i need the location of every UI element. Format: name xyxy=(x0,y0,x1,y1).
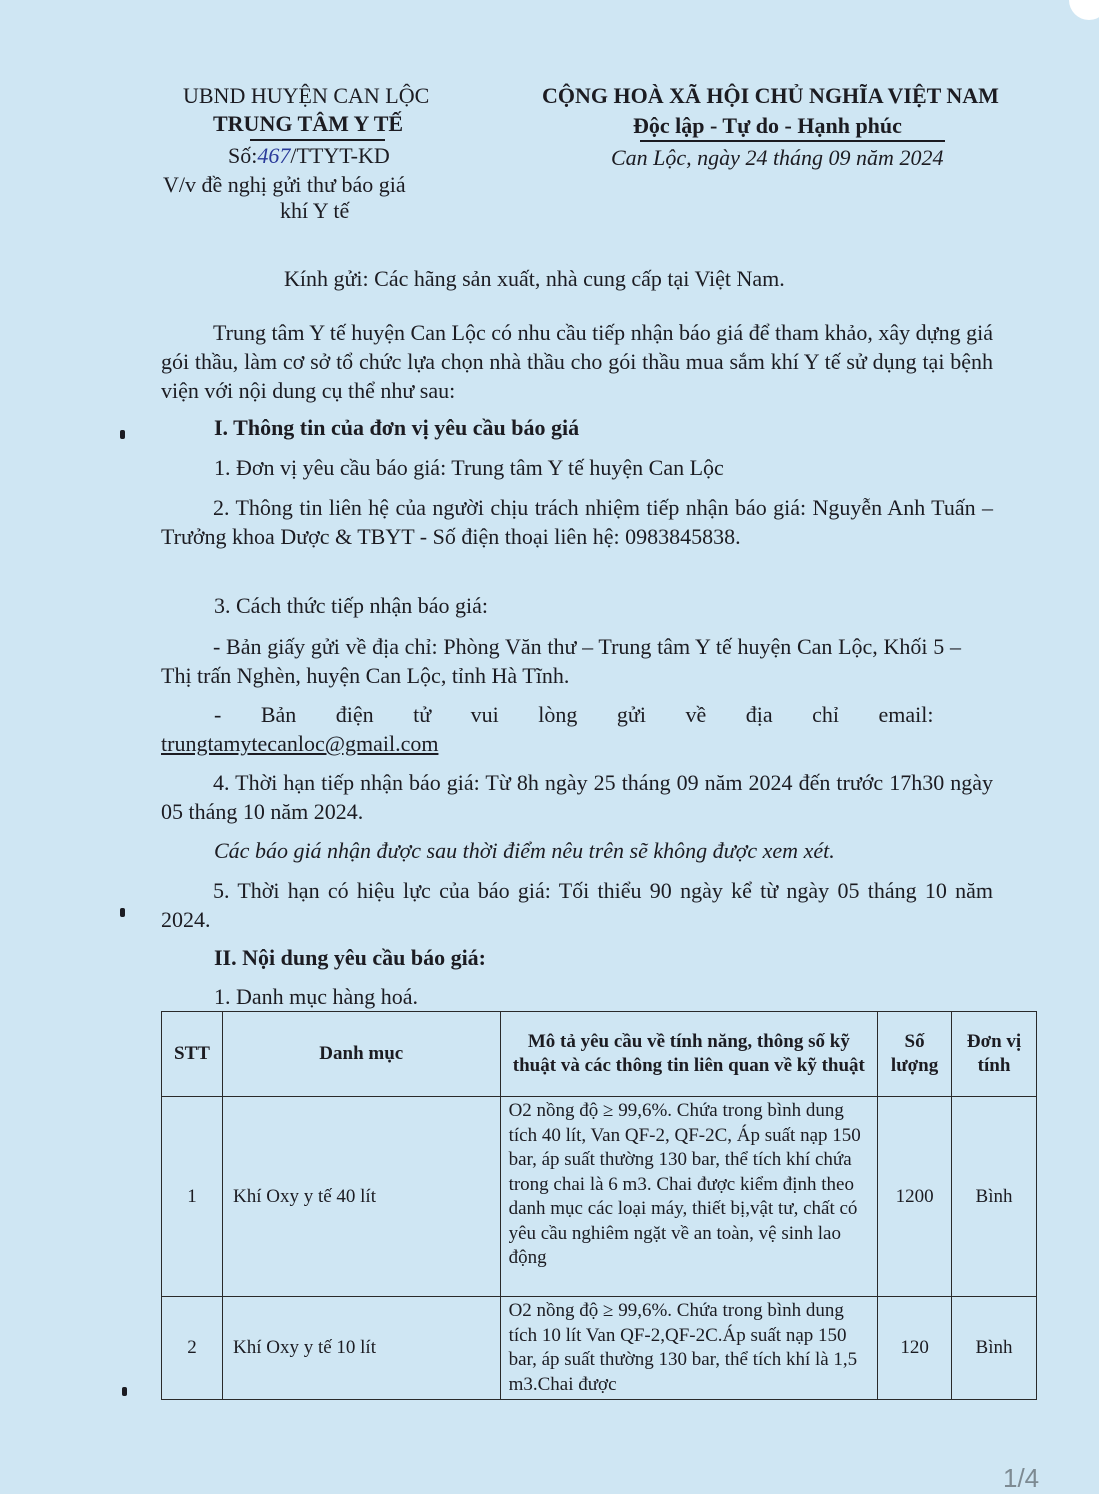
table-header-row xyxy=(162,1012,1037,1097)
header-stt: STT xyxy=(162,1012,223,1097)
header-qty: Số lượng xyxy=(878,1012,952,1097)
section-1-item-3-paper: - Bản giấy gửi về địa chỉ: Phòng Văn thư – Trung tâm Y tế huyện Can Lộc, Khối 5 – Thị trấn Nghèn, huyện Can Lộc, tỉnh Hà Tĩnh. xyxy=(161,634,961,688)
national-motto: Độc lập - Tự do - Hạnh phúc xyxy=(633,113,902,138)
subject-line-1: V/v đề nghị gửi thư báo giá xyxy=(163,172,406,197)
document-number xyxy=(228,143,390,169)
section-1-item-4-note: Các báo giá nhận được sau thời điểm nêu trên sẽ không được xem xét. xyxy=(214,838,835,863)
header-name: Danh mục xyxy=(222,1012,500,1097)
doc-number-prefix: Số: xyxy=(228,143,258,168)
section-1-item-1: 1. Đơn vị yêu cầu báo giá: Trung tâm Y tế huyện Can Lộc xyxy=(214,455,724,480)
margin-mark xyxy=(122,1387,127,1396)
section-1-item-4: 4. Thời hạn tiếp nhận báo giá: Từ 8h ngày 25 tháng 09 năm 2024 đến trước 17h30 ngày 05 tháng 10 năm 2024. xyxy=(161,770,993,824)
page-indicator: 1/4 xyxy=(1003,1463,1040,1493)
row-desc: O2 nồng độ ≥ 99,6%. Chứa trong bình dung tích 40 lít, Van QF-2, QF-2C, Áp suất nạp 150 bar, áp suất thường 130 bar, thể tích khí chứa trong chai là 6 m3. Chai được kiểm định theo danh mục các loại máy, thiết bị,vật tư, chất có yêu cầu nghiêm ngặt về an toàn, vệ sinh lao động xyxy=(500,1097,878,1297)
intro-paragraph: Trung tâm Y tế huyện Can Lộc có nhu cầu tiếp nhận báo giá để tham khảo, xây dựng giá gói thầu, làm cơ sở tổ chức lựa chọn nhà thầu cho gói thầu mua sắm khí Y tế sử dụng tại bệnh viện với nội dung cụ thể như sau: xyxy=(161,320,993,403)
margin-mark xyxy=(120,908,125,917)
margin-mark xyxy=(120,430,125,439)
left-org-underline xyxy=(250,139,385,141)
section-1-item-2: 2. Thông tin liên hệ của người chịu trách nhiệm tiếp nhận báo giá: Nguyễn Anh Tuấn – Trưởng khoa Dược & TBYT - Số điện thoại liên hệ: 0983845838. xyxy=(161,495,993,549)
national-title: CỘNG HOÀ XÃ HỘI CHỦ NGHĨA VIỆT NAM xyxy=(542,83,999,108)
header-desc: Mô tả yêu cầu về tính năng, thông số kỹ thuật và các thông tin liên quan về kỹ thuật xyxy=(500,1012,878,1097)
goods-table xyxy=(161,1011,1037,1400)
header-unit: Đơn vị tính xyxy=(952,1012,1037,1097)
section-1-item-5: 5. Thời hạn có hiệu lực của báo giá: Tối thiểu 90 ngày kể từ ngày 05 tháng 10 năm 2024. xyxy=(161,878,993,932)
place-date: Can Lộc, ngày 24 tháng 09 năm 2024 xyxy=(611,145,944,170)
section-1-item-3-email-label: - Bản điện tử vui lòng gửi về địa chỉ email: xyxy=(214,702,934,727)
section-1-item-3: 3. Cách thức tiếp nhận báo giá: xyxy=(214,593,489,618)
left-org-1: UBND HUYỆN CAN LỘC xyxy=(183,83,430,108)
subject-line-2: khí Y tế xyxy=(280,198,350,223)
doc-number-suffix: /TTYT-KD xyxy=(290,143,390,168)
row-name: Khí Oxy y tế 40 lít xyxy=(222,1097,500,1297)
row-stt: 2 xyxy=(162,1297,223,1400)
row-name: Khí Oxy y tế 10 lít xyxy=(222,1297,500,1400)
section-2-heading: II. Nội dung yêu cầu báo giá: xyxy=(214,945,487,970)
section-2-item-1: 1. Danh mục hàng hoá. xyxy=(214,984,419,1009)
row-desc: O2 nồng độ ≥ 99,6%. Chứa trong bình dung tích 10 lít Van QF-2,QF-2C.Áp suất nạp 150 bar, áp suất thường 130 bar, thể tích khí là 1,5 m3.Chai được xyxy=(500,1297,878,1400)
recipient: Kính gửi: Các hãng sản xuất, nhà cung cấp tại Việt Nam. xyxy=(284,266,785,291)
table-row xyxy=(162,1297,1037,1400)
section-1-heading: I. Thông tin của đơn vị yêu cầu báo giá xyxy=(214,415,580,440)
row-unit: Bình xyxy=(952,1297,1037,1400)
row-stt: 1 xyxy=(162,1097,223,1297)
contact-email-link[interactable]: trungtamytecanloc@gmail.com xyxy=(161,731,439,756)
left-org-2: TRUNG TÂM Y TẾ xyxy=(213,111,404,136)
row-unit: Bình xyxy=(952,1097,1037,1297)
page-corner xyxy=(1069,0,1099,20)
row-qty: 120 xyxy=(878,1297,952,1400)
row-qty: 1200 xyxy=(878,1097,952,1297)
motto-underline xyxy=(640,140,945,142)
table-row xyxy=(162,1097,1037,1297)
doc-number-handwritten: 467 xyxy=(257,143,291,168)
